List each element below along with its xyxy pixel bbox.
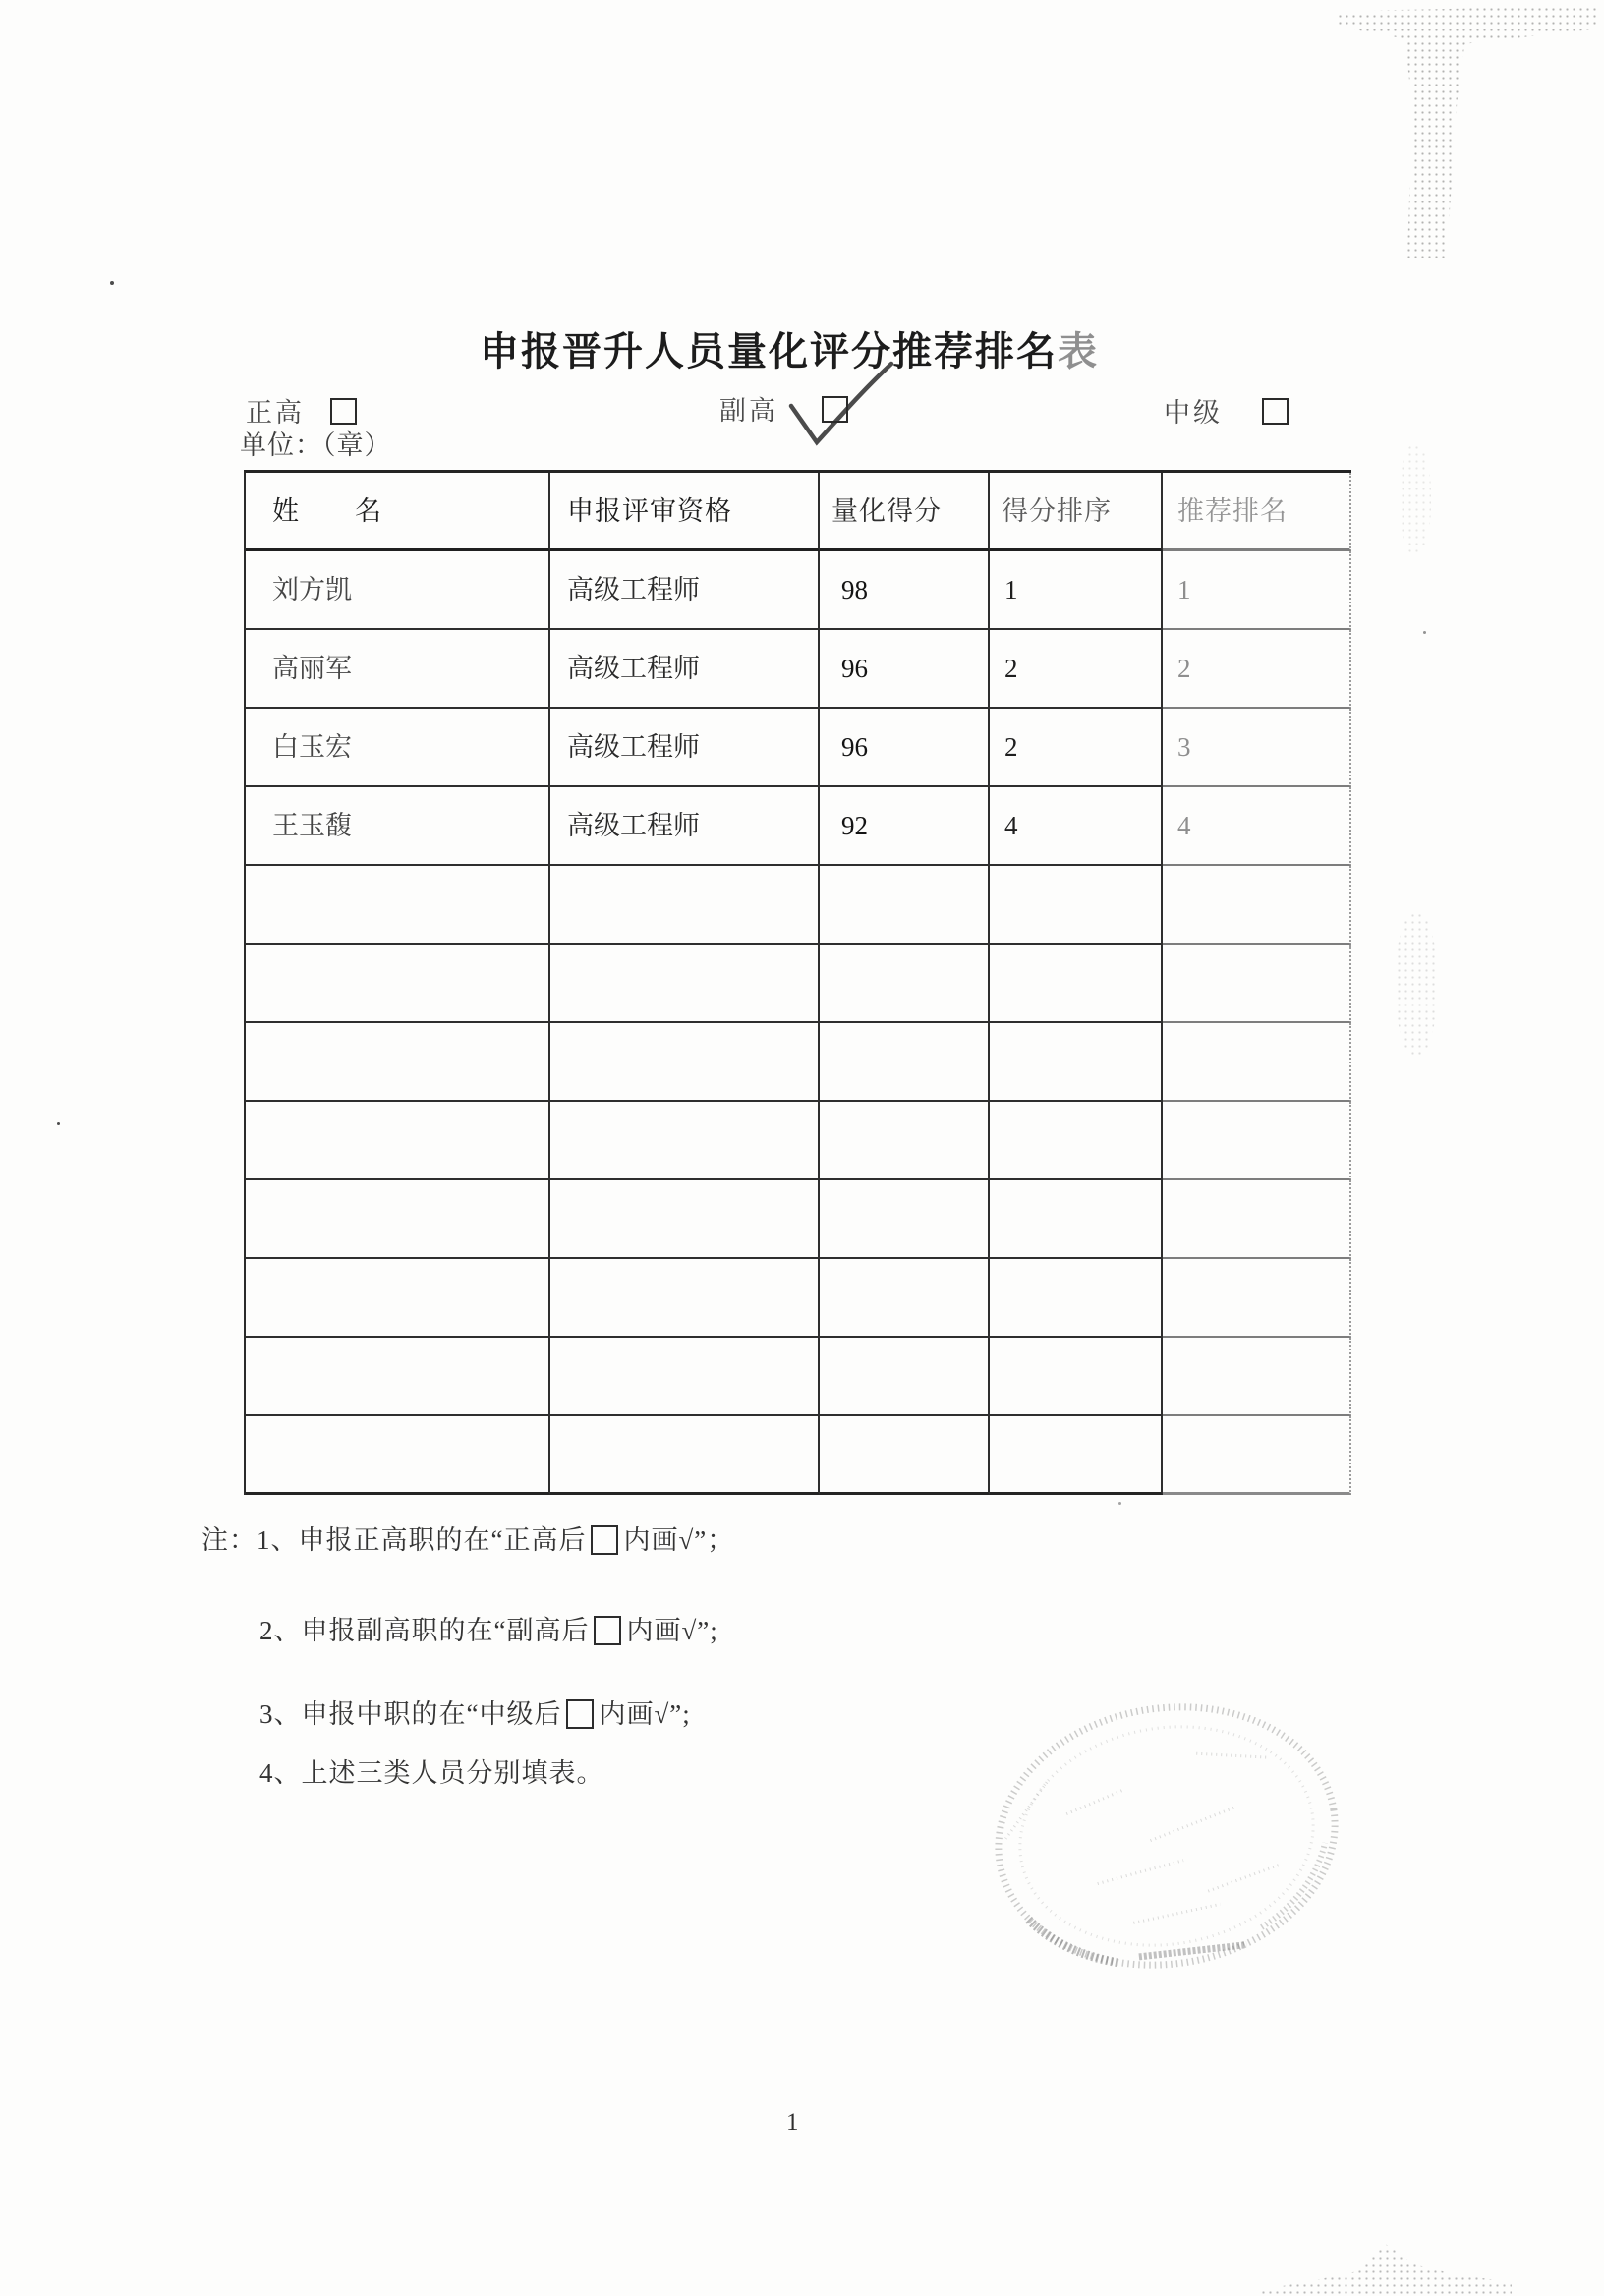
checkbox-glyph bbox=[594, 1616, 621, 1645]
empty-cell bbox=[820, 1180, 990, 1259]
empty-cell bbox=[246, 1102, 550, 1180]
scan-smudge-top-right bbox=[1337, 6, 1598, 259]
table-cell-recommend-rank: 4 bbox=[1163, 787, 1351, 866]
header-cell-score-rank: 得分排序 bbox=[990, 473, 1163, 551]
scan-smudge-bottom-right bbox=[1260, 2241, 1512, 2294]
table-cell-name: 白玉宏 bbox=[246, 709, 550, 787]
page-title-main: 申报晋升人员量化评分推荐排名 bbox=[480, 329, 1058, 373]
empty-cell bbox=[820, 866, 990, 945]
unit-seal-label: 单位：（章） bbox=[240, 430, 392, 460]
note-line-2 bbox=[259, 1609, 718, 1647]
category-label: 中级 bbox=[1164, 398, 1223, 428]
table-cell-score: 96 bbox=[820, 630, 990, 709]
empty-cell bbox=[1163, 1102, 1351, 1180]
note-line-4 bbox=[259, 1751, 604, 1790]
table-cell-score: 98 bbox=[820, 551, 990, 630]
scan-smudge-margin bbox=[1396, 912, 1437, 1056]
empty-cell bbox=[246, 1416, 550, 1495]
note-text: 内画√”； bbox=[623, 1525, 735, 1555]
empty-cell bbox=[1163, 1416, 1351, 1495]
table-cell-recommend-rank: 1 bbox=[1163, 551, 1351, 630]
table-cell-score: 92 bbox=[820, 787, 990, 866]
table-cell-recommend-rank: 2 bbox=[1163, 630, 1351, 709]
header-cell-score: 量化得分 bbox=[820, 473, 990, 551]
page-title bbox=[480, 320, 1099, 376]
scan-speck bbox=[1423, 631, 1426, 634]
empty-cell bbox=[550, 1416, 820, 1495]
table-cell-qualification: 高级工程师 bbox=[550, 551, 820, 630]
checkbox-fugao-checked[interactable] bbox=[822, 396, 848, 423]
note-line-1 bbox=[201, 1519, 734, 1557]
empty-cell bbox=[246, 1023, 550, 1102]
category-option-fugao bbox=[719, 389, 848, 428]
table-cell-score: 96 bbox=[820, 709, 990, 787]
table-cell-qualification: 高级工程师 bbox=[550, 709, 820, 787]
empty-cell bbox=[820, 1102, 990, 1180]
empty-cell bbox=[1163, 945, 1351, 1023]
table-cell-qualification: 高级工程师 bbox=[550, 630, 820, 709]
empty-cell bbox=[550, 1023, 820, 1102]
page-title-tail: 表 bbox=[1058, 329, 1099, 373]
checkbox-zhongji[interactable] bbox=[1262, 398, 1289, 425]
empty-cell bbox=[820, 1259, 990, 1338]
empty-cell bbox=[1163, 1338, 1351, 1416]
table-cell-score-rank: 1 bbox=[990, 551, 1163, 630]
empty-cell bbox=[246, 1259, 550, 1338]
table-cell-score-rank: 2 bbox=[990, 630, 1163, 709]
note-text: 2、申报副高职的在“副高后 bbox=[259, 1616, 590, 1645]
page-number: 1 bbox=[786, 2109, 799, 2136]
table-cell-name: 刘方凯 bbox=[246, 551, 550, 630]
empty-cell bbox=[820, 1023, 990, 1102]
checkbox-glyph bbox=[566, 1699, 594, 1729]
empty-cell bbox=[550, 1338, 820, 1416]
empty-cell bbox=[1163, 1023, 1351, 1102]
note-text: 注：1、申报正高职的在“正高后 bbox=[201, 1525, 587, 1555]
category-option-zhongji bbox=[1164, 391, 1289, 430]
empty-cell bbox=[990, 945, 1163, 1023]
checkbox-zhenggao[interactable] bbox=[330, 398, 357, 425]
table-cell-score-rank: 4 bbox=[990, 787, 1163, 866]
empty-cell bbox=[550, 866, 820, 945]
empty-cell bbox=[990, 1338, 1163, 1416]
empty-cell bbox=[550, 1180, 820, 1259]
empty-cell bbox=[550, 945, 820, 1023]
empty-cell bbox=[550, 1259, 820, 1338]
scan-speck bbox=[1118, 1502, 1121, 1505]
empty-cell bbox=[246, 1338, 550, 1416]
empty-cell bbox=[1163, 866, 1351, 945]
table-cell-name: 王玉馥 bbox=[246, 787, 550, 866]
note-text: 内画√”; bbox=[599, 1699, 691, 1729]
note-text: 4、上述三类人员分别填表。 bbox=[259, 1758, 604, 1788]
empty-cell bbox=[990, 1259, 1163, 1338]
table-cell-score-rank: 2 bbox=[990, 709, 1163, 787]
scan-speck bbox=[110, 281, 114, 285]
empty-cell bbox=[246, 945, 550, 1023]
ranking-table bbox=[244, 470, 1351, 1495]
category-label: 正高 bbox=[246, 398, 305, 428]
table-cell-name: 高丽军 bbox=[246, 630, 550, 709]
checkbox-glyph bbox=[591, 1525, 618, 1555]
empty-cell bbox=[550, 1102, 820, 1180]
header-cell-name: 姓 名 bbox=[246, 473, 550, 551]
official-seal-icon bbox=[980, 1684, 1353, 1989]
note-text: 3、申报中职的在“中级后 bbox=[259, 1699, 562, 1729]
scan-smudge-margin bbox=[1400, 444, 1431, 554]
scan-speck bbox=[57, 1122, 60, 1125]
header-cell-qualification: 申报评审资格 bbox=[550, 473, 820, 551]
empty-cell bbox=[820, 1416, 990, 1495]
empty-cell bbox=[246, 1180, 550, 1259]
empty-cell bbox=[990, 1180, 1163, 1259]
empty-cell bbox=[990, 1102, 1163, 1180]
category-label: 副高 bbox=[719, 396, 778, 426]
empty-cell bbox=[1163, 1259, 1351, 1338]
empty-cell bbox=[990, 1416, 1163, 1495]
header-cell-recommend-rank: 推荐排名 bbox=[1163, 473, 1351, 551]
empty-cell bbox=[820, 1338, 990, 1416]
empty-cell bbox=[990, 1023, 1163, 1102]
empty-cell bbox=[820, 945, 990, 1023]
note-text: 内画√”; bbox=[626, 1616, 718, 1645]
table-cell-qualification: 高级工程师 bbox=[550, 787, 820, 866]
note-line-3 bbox=[259, 1693, 691, 1731]
empty-cell bbox=[246, 866, 550, 945]
empty-cell bbox=[990, 866, 1163, 945]
table-cell-recommend-rank: 3 bbox=[1163, 709, 1351, 787]
empty-cell bbox=[1163, 1180, 1351, 1259]
